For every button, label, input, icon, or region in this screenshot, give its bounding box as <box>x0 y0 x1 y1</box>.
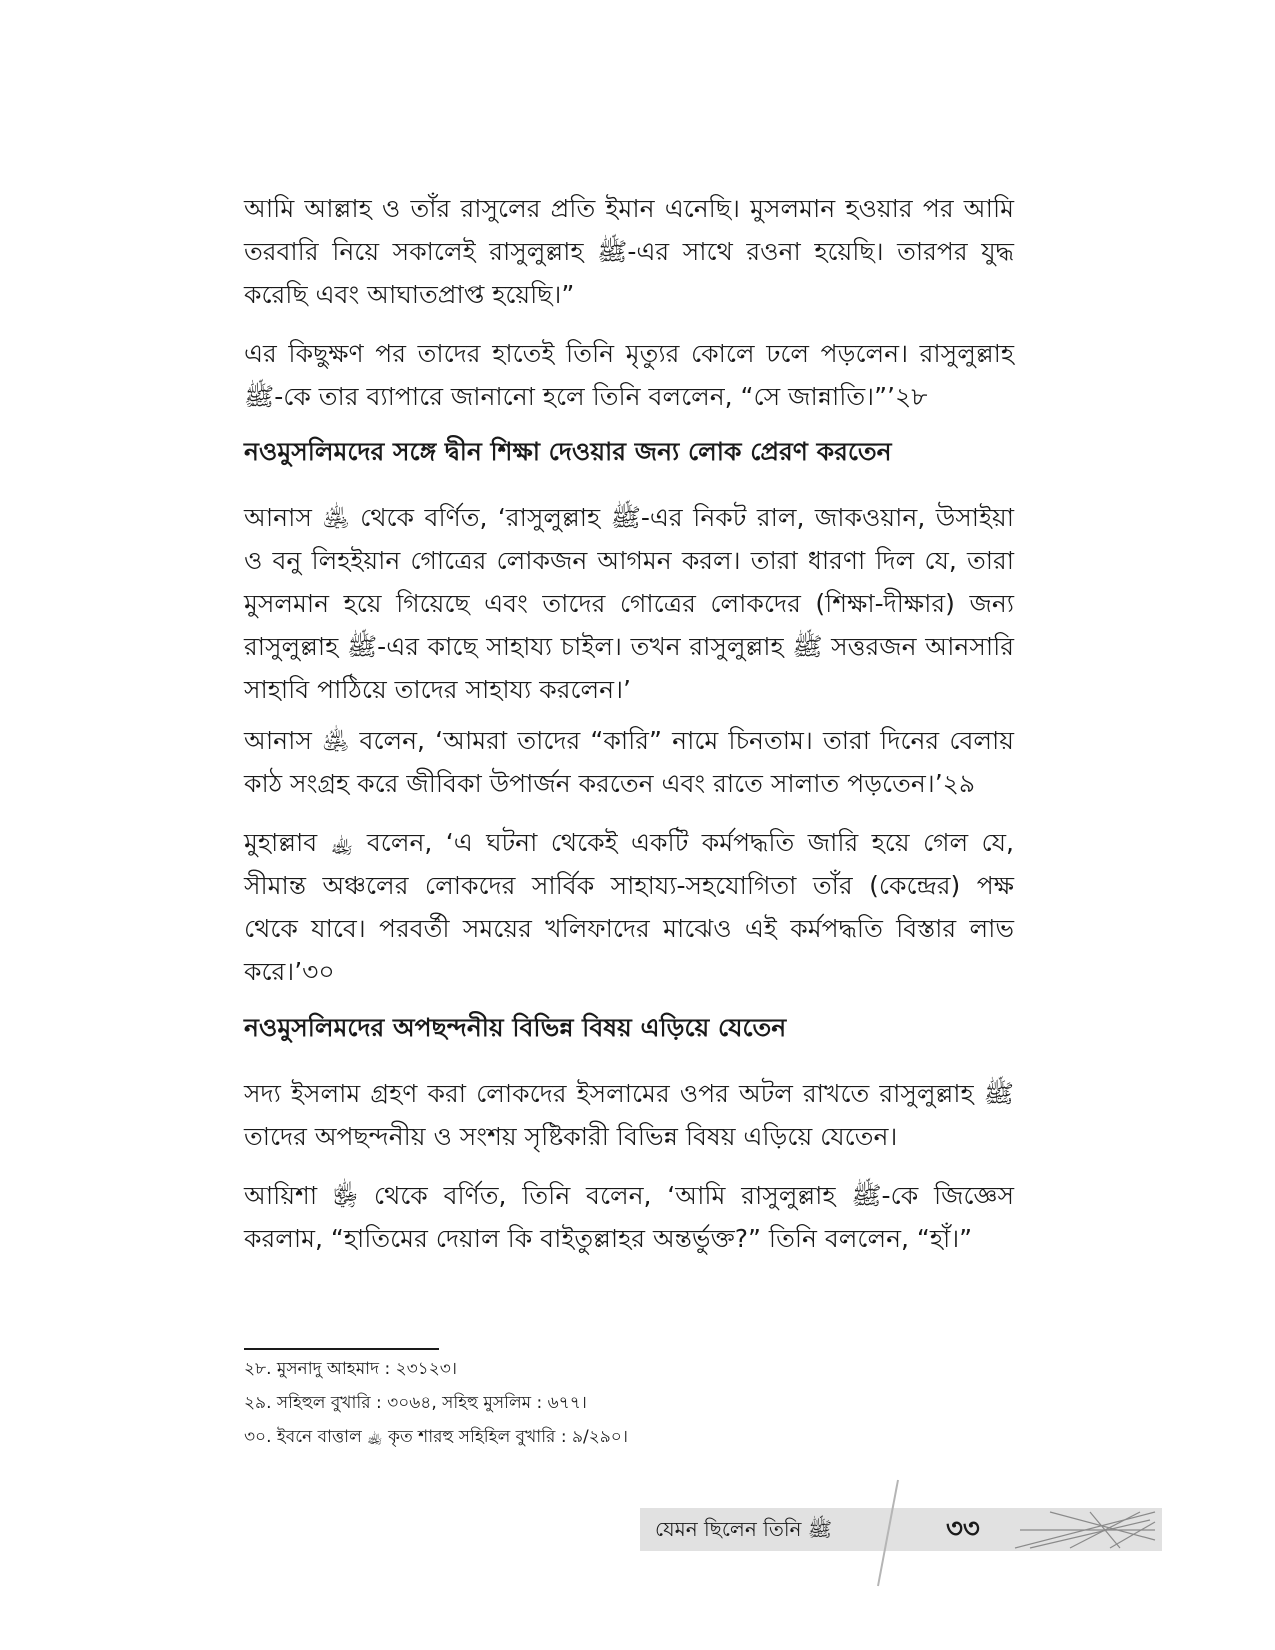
paragraph-6: সদ্য ইসলাম গ্রহণ করা লোকদের ইসলামের ওপর অটল রাখতে রাসুলুল্লাহ ﷺ তাদের অপছন্দনীয় ও সংশয় সৃষ্টিকারী বিভিন্ন বিষয় এড়িয়ে যেতেন। <box>244 1079 1014 1151</box>
section-heading-2: নওমুসলিমদের অপছন্দনীয় বিভিন্ন বিষয় এড়িয়ে যেতেন <box>244 1013 787 1042</box>
paragraph-3: আনাস ﵁ থেকে বর্ণিত, ‘রাসুলুল্লাহ ﷺ-এর নিকট রাল, জাকওয়ান, উসাইয়া ও বনু লিহইয়ান গোত্রের লোকজন আগমন করল। তারা ধারণা দিল যে, তারা মুসলমান হয়ে গিয়েছে এবং তাদের গোত্রের লোকদের (শিক্ষা-দীক্ষার) জন্য রাসুলুল্লাহ ﷺ-এর কাছে সাহায্য চাইল। তখন রাসুলুল্লাহ ﷺ সত্তরজন আনসারি সাহাবি পাঠিয়ে তাদের সাহায্য করলেন।’ <box>244 503 1014 704</box>
footnote-divider <box>244 1348 439 1350</box>
footnote-28: ২৮. মুসনাদু আহমাদ : ২৩১২৩। <box>244 1359 457 1379</box>
page-number: ৩৩ <box>946 1514 980 1544</box>
paragraph-1: আমি আল্লাহ ও তাঁর রাসুলের প্রতি ইমান এনেছি। মুসলমান হওয়ার পর আমি তরবারি নিয়ে সকালেই রাসুলুল্লাহ ﷺ-এর সাথে রওনা হয়েছি। তারপর যুদ্ধ করেছি এবং আঘাতপ্রাপ্ত হয়েছি।” <box>244 194 1014 309</box>
footnote-29: ২৯. সহিহুল বুখারি : ৩০৬৪, সহিহু মুসলিম : ৬৭৭। <box>244 1393 587 1413</box>
footnote-30: ৩০. ইবনে বাত্তাল ﵀ কৃত শারহু সহিহিল বুখারি : ৯/২৯০। <box>244 1427 628 1447</box>
running-footer-title: যেমন ছিলেন তিনি ﷺ <box>655 1517 833 1541</box>
section-heading-1: নওমুসলিমদের সঙ্গে দ্বীন শিক্ষা দেওয়ার জন্য লোক প্রেরণ করতেন <box>244 437 892 466</box>
paragraph-7: আয়িশা ﵂ থেকে বর্ণিত, তিনি বলেন, ‘আমি রাসুলুল্লাহ ﷺ-কে জিজ্ঞেস করলাম, “হাতিমের দেয়াল কি বাইতুল্লাহর অন্তর্ভুক্ত?” তিনি বললেন, “হাঁ।” <box>244 1181 1014 1253</box>
footer-slash-decoration <box>870 1478 910 1588</box>
paragraph-5: মুহাল্লাব ﵀ বলেন, ‘এ ঘটনা থেকেই একটি কর্মপদ্ধতি জারি হয়ে গেল যে, সীমান্ত অঞ্চলের লোকদের সার্বিক সাহায্য-সহযোগিতা তাঁর (কেন্দ্রের) পক্ষ থেকে যাবে। পরবর্তী সময়ের খলিফাদের মাঝেও এই কর্মপদ্ধতি বিস্তার লাভ করে।’৩০ <box>244 828 1014 986</box>
footer-pattern-decoration <box>1010 1510 1160 1550</box>
paragraph-4: আনাস ﵁ বলেন, ‘আমরা তাদের “কারি” নামে চিনতাম। তারা দিনের বেলায় কাঠ সংগ্রহ করে জীবিকা উপার্জন করতেন এবং রাতে সালাত পড়তেন।’২৯ <box>244 726 1014 798</box>
paragraph-2: এর কিছুক্ষণ পর তাদের হাতেই তিনি মৃত্যুর কোলে ঢলে পড়লেন। রাসুলুল্লাহ ﷺ-কে তার ব্যাপারে জানানো হলে তিনি বললেন, “সে জান্নাতি।”’২৮ <box>244 339 1014 411</box>
